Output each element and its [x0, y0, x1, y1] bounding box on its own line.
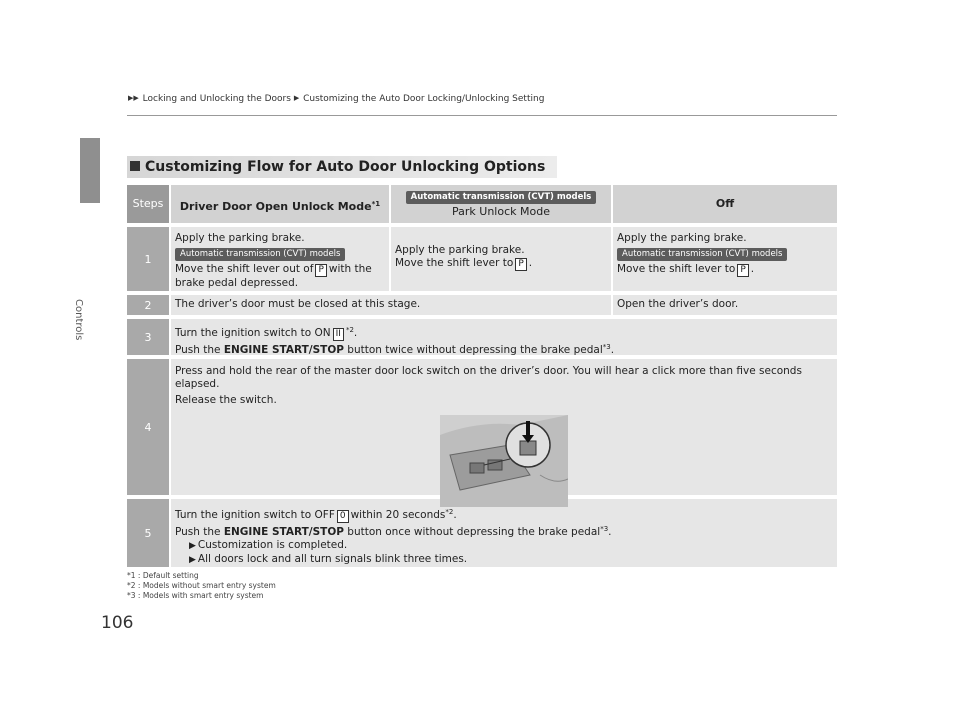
breadcrumb-arrow-icon: ▶: [293, 94, 300, 102]
table-row: [127, 227, 837, 291]
footnotes: [127, 571, 276, 601]
section-title: [127, 156, 557, 178]
door-lock-switch-illustration: [440, 415, 568, 507]
instruction-text: Push the ENGINE START/STOP button twice without depressing the brake pedal$^{*3}$.: [175, 343, 615, 356]
step-number: 3: [127, 319, 169, 355]
page-number: 106: [101, 613, 134, 633]
breadcrumb-part2: Customizing the Auto Door Locking/Unlocking Setting: [303, 94, 545, 104]
table-row: [127, 359, 837, 495]
instruction-text: Apply the parking brake.: [617, 232, 747, 244]
shift-key-p: P: [737, 264, 748, 277]
shift-key-p: P: [315, 264, 326, 277]
step-number: 2: [127, 295, 169, 315]
step-number: 4: [127, 359, 169, 495]
header-col1-text: Driver Door Open Unlock Mode: [179, 200, 372, 213]
step-number: 1: [127, 227, 169, 291]
shift-key-p: P: [515, 258, 526, 271]
result-text: ▶ Customization is completed.: [189, 539, 348, 551]
instruction-text: Move the shift lever to P .: [617, 263, 755, 275]
instruction-text: Push the ENGINE START/STOP button once without depressing the brake pedal$^{*3}$.: [175, 525, 612, 538]
footnote: *3 : Models with smart entry system: [127, 591, 264, 600]
square-bullet-icon: [130, 161, 140, 171]
row5-content: [169, 499, 837, 567]
table-header: [127, 185, 837, 223]
header-off: Off: [611, 185, 837, 223]
instruction-text: Turn the ignition switch to ON II $^{*2}$.: [175, 326, 358, 339]
cvt-models-badge: Automatic transmission (CVT) models: [175, 248, 345, 261]
row2-col3: Open the driver’s door.: [611, 295, 837, 315]
customizing-flow-table: [127, 185, 837, 571]
table-row: [127, 295, 837, 315]
result-arrow-icon: ▶: [189, 555, 196, 565]
breadcrumb-arrow-icon: ▶▶: [128, 94, 139, 102]
row1-col3: [611, 227, 837, 291]
instruction-text: Apply the parking brake.: [175, 232, 305, 244]
instruction-text: Move the shift lever out of P with the: [175, 263, 372, 275]
header-steps: Steps: [127, 185, 169, 223]
result-arrow-icon: ▶: [189, 541, 196, 551]
ignition-key-on: II: [333, 328, 344, 341]
row1-col1: [169, 227, 389, 291]
instruction-text: Turn the ignition switch to OFF 0 within 20 seconds$^{*2}$.: [175, 508, 457, 521]
instruction-text: Move the shift lever to P .: [395, 257, 533, 269]
header-col2-text: Park Unlock Mode: [452, 205, 550, 218]
row4-content: [169, 359, 837, 495]
footnote-ref: *1: [371, 200, 381, 208]
section-title-text: Customizing Flow for Auto Door Unlocking Options: [145, 159, 546, 175]
chapter-label: Controls: [73, 299, 84, 341]
table-row: [127, 499, 837, 567]
breadcrumb-part1: Locking and Unlocking the Doors: [142, 94, 291, 104]
table-row: [127, 319, 837, 355]
row3-content: [169, 319, 837, 355]
header-park-unlock-mode: [389, 185, 611, 223]
ignition-key-off: 0: [337, 510, 349, 523]
header-rule: [127, 115, 837, 116]
row2-col1: The driver’s door must be closed at this stage.: [169, 295, 611, 315]
instruction-text: Release the switch.: [175, 394, 277, 406]
instruction-text: brake pedal depressed.: [175, 277, 299, 289]
breadcrumb: [128, 94, 544, 104]
chapter-tab: [80, 138, 100, 203]
step-number: 5: [127, 499, 169, 567]
instruction-text: Apply the parking brake.: [395, 244, 525, 256]
footnote: *1 : Default setting: [127, 571, 199, 580]
header-driver-door-open-unlock-mode: [169, 185, 389, 223]
row1-col2: [389, 227, 611, 291]
result-text: ▶ All doors lock and all turn signals blink three times.: [189, 553, 468, 565]
instruction-text: Press and hold the rear of the master door lock switch on the driver’s door. You will hear a click more than five seconds elapsed.: [175, 365, 802, 390]
cvt-models-badge: Automatic transmission (CVT) models: [617, 248, 787, 261]
cvt-models-badge: Automatic transmission (CVT) models: [406, 191, 597, 204]
footnote: *2 : Models without smart entry system: [127, 581, 276, 590]
